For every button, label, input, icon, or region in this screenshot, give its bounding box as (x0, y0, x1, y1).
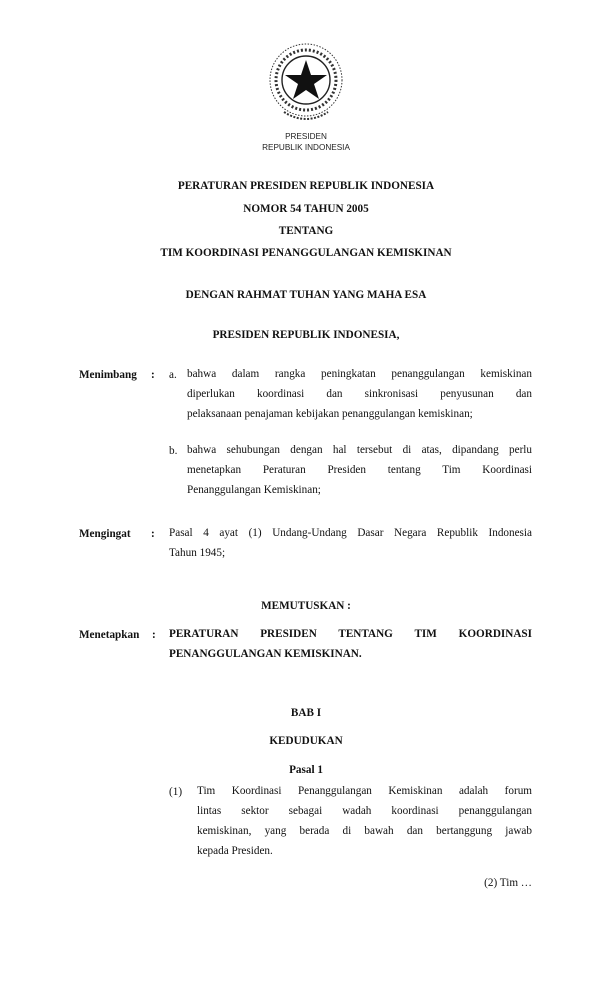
mengingat-colon: : (151, 528, 155, 540)
title-line-1: PERATURAN PRESIDEN REPUBLIK INDONESIA (177, 180, 435, 192)
ayat-1-text (197, 781, 532, 861)
ayat-1-marker: (1) (169, 786, 183, 798)
title-line-3: TENTANG (278, 225, 334, 237)
ayat-1-line-3: kemiskinan, yang berada di bawah dan bertanggung jawab (197, 825, 532, 837)
caption-line-2: REPUBLIK INDONESIA (262, 143, 350, 152)
menimbang-b-line-3: Penanggulangan Kemiskinan; (187, 484, 321, 496)
mengingat-line-1: Pasal 4 ayat (1) Undang-Undang Dasar Negara Republik Indonesia (169, 527, 532, 539)
emblem-caption (206, 131, 406, 153)
menimbang-label: Menimbang (79, 369, 137, 381)
menimbang-item-a (187, 364, 532, 424)
pasal-heading: Pasal 1 (289, 764, 323, 776)
menimbang-b-line-2: menetapkan Peraturan Presiden tentang Tim Koordinasi (187, 464, 532, 476)
mengingat-label: Mengingat (79, 528, 131, 540)
mengingat-text (169, 523, 532, 563)
menetapkan-text (169, 624, 532, 664)
garuda-star-emblem-icon (266, 42, 346, 128)
invocation: DENGAN RAHMAT TUHAN YANG MAHA ESA (185, 289, 427, 301)
menetapkan-colon: : (152, 629, 156, 641)
menetapkan-label: Menetapkan (79, 629, 140, 641)
ayat-1-line-2: lintas sektor sebagai wadah koordinasi penanggulangan (197, 805, 532, 817)
mengingat-line-2: Tahun 1945; (169, 547, 226, 559)
menimbang-item-b (187, 440, 532, 500)
menimbang-a-line-1: bahwa dalam rangka peningkatan penanggulangan kemiskinan (187, 368, 532, 380)
title-line-4: TIM KOORDINASI PENANGGULANGAN KEMISKINAN (160, 247, 452, 259)
bab-title: KEDUDUKAN (269, 735, 343, 747)
president-heading: PRESIDEN REPUBLIK INDONESIA, (212, 329, 400, 341)
menetapkan-line-2: PENANGGULANGAN KEMISKINAN. (169, 648, 362, 660)
menimbang-item-a-marker: a. (169, 369, 177, 381)
menimbang-item-b-marker: b. (169, 445, 178, 457)
memutuskan-heading: MEMUTUSKAN : (261, 600, 351, 612)
menimbang-b-line-1: bahwa sehubungan dengan hal tersebut di atas, dipandang perlu (187, 444, 532, 456)
page-continuation: (2) Tim … (484, 877, 532, 889)
menimbang-colon: : (151, 369, 155, 381)
menetapkan-line-1: PERATURAN PRESIDEN TENTANG TIM KOORDINASI (169, 628, 532, 640)
menimbang-a-line-3: pelaksanaan penajaman kebijakan penanggulangan kemiskinan; (187, 408, 473, 420)
menimbang-a-line-2: diperlukan koordinasi dan sinkronisasi penyusunan dan (187, 388, 532, 400)
caption-line-1: PRESIDEN (285, 132, 327, 141)
ayat-1-line-1: Tim Koordinasi Penanggulangan Kemiskinan adalah forum (197, 785, 532, 797)
ayat-1-line-4: kepada Presiden. (197, 845, 273, 857)
bab-heading: BAB I (290, 707, 322, 719)
title-line-2: NOMOR 54 TAHUN 2005 (243, 203, 369, 215)
